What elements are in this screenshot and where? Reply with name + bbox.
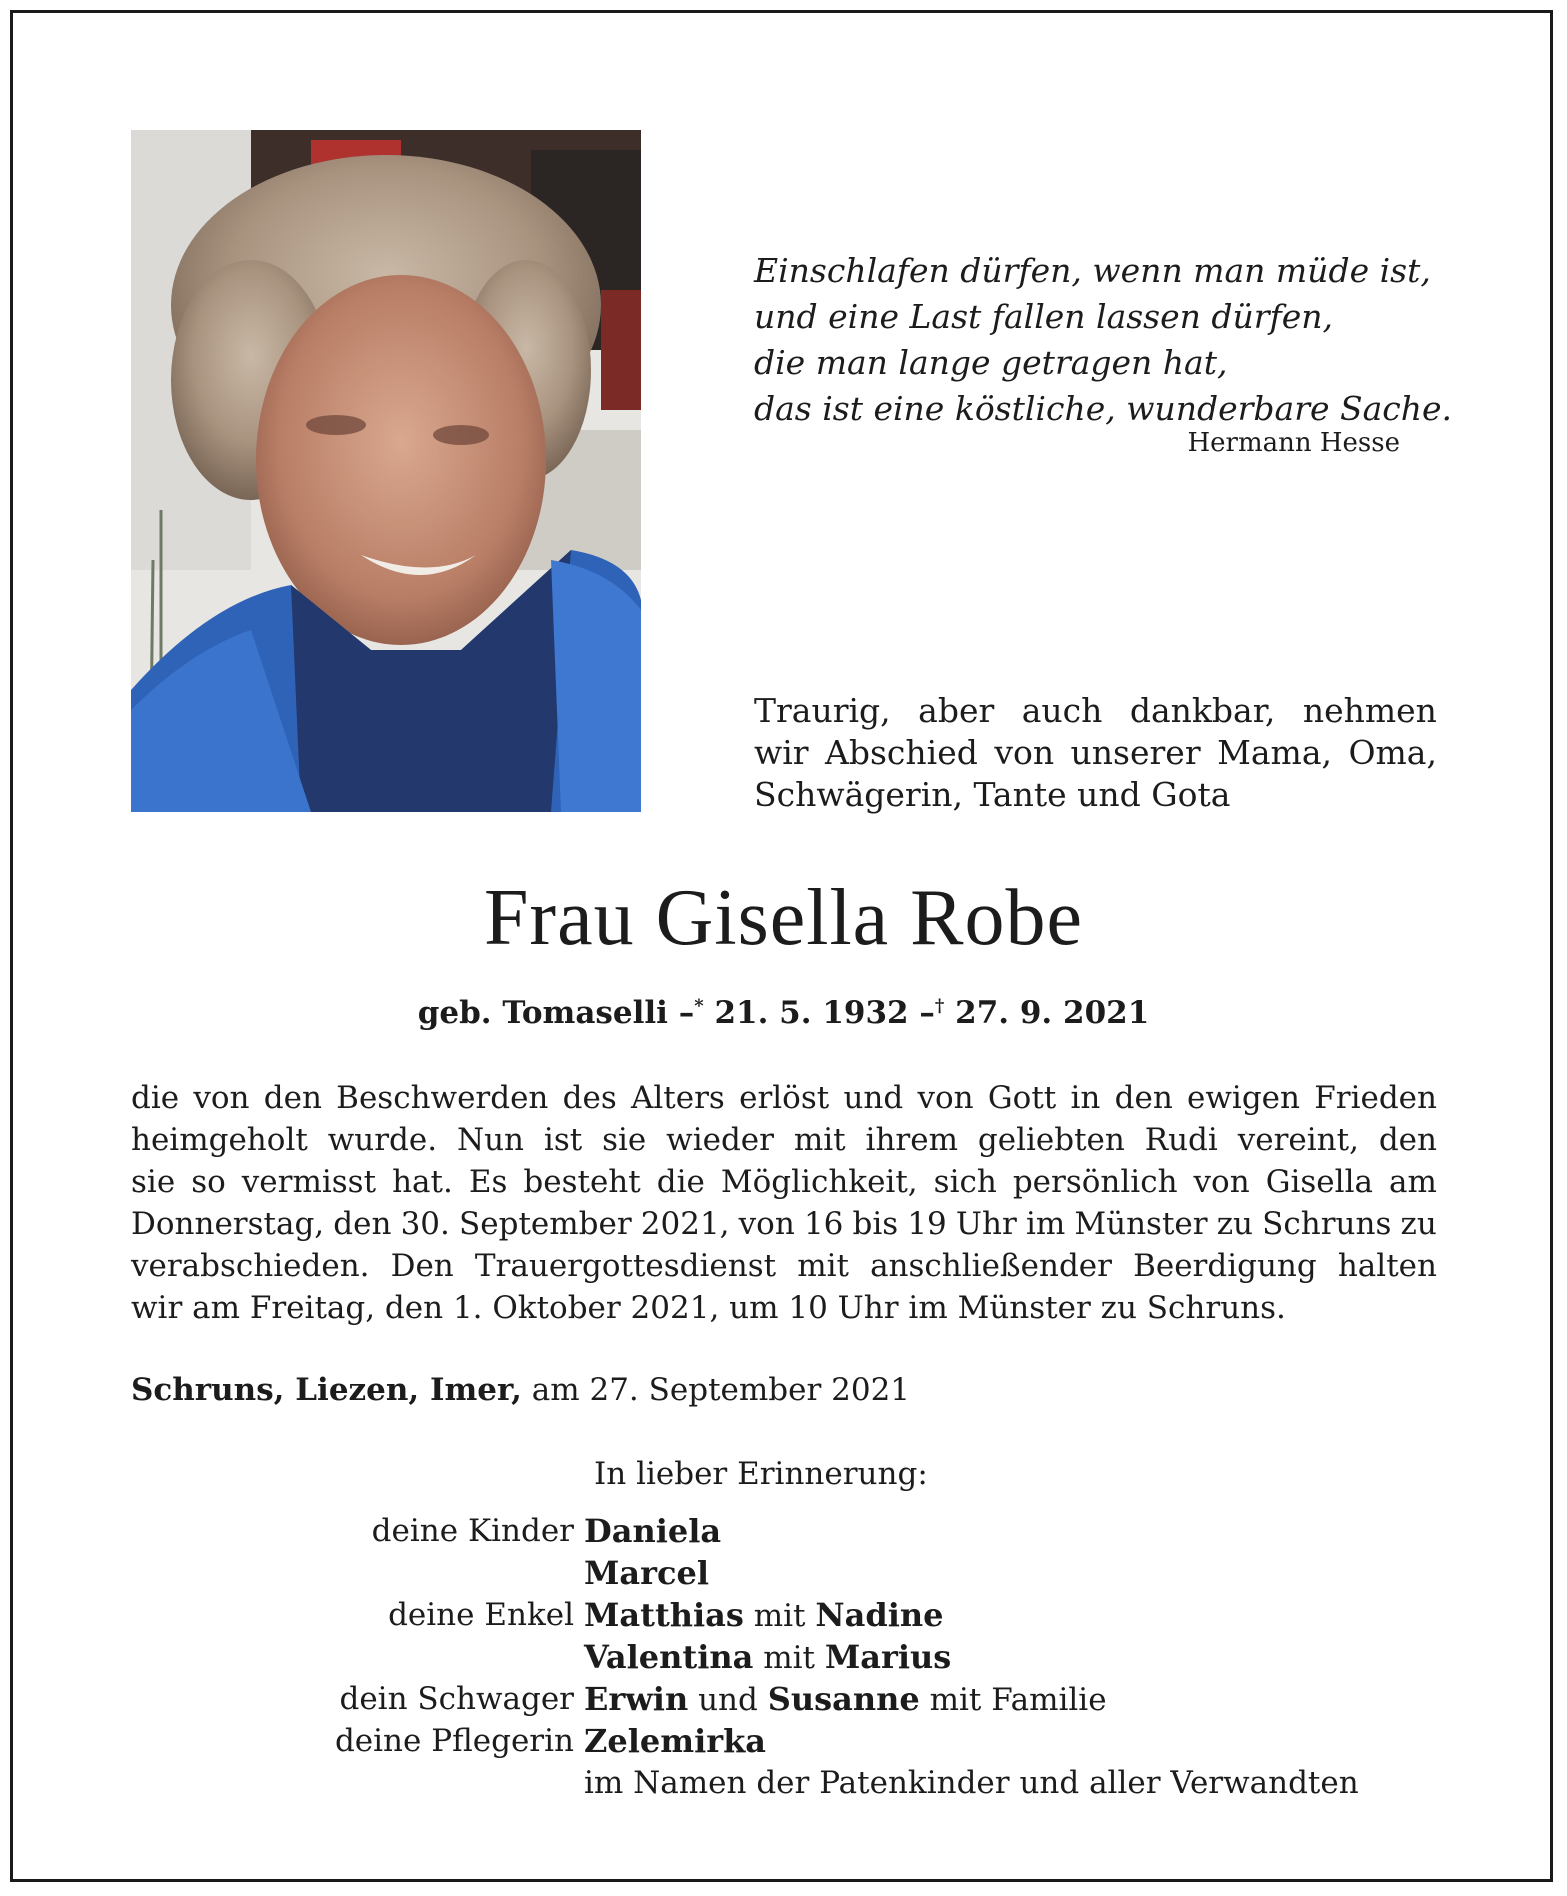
- person-name: Erwin: [584, 1680, 689, 1718]
- family-names: [584, 1678, 1107, 1720]
- intro-line-1: [754, 690, 1437, 732]
- places: Schruns, Liezen, Imer,: [131, 1372, 522, 1408]
- word: den: [333, 1206, 392, 1242]
- word: von: [1193, 1164, 1250, 1200]
- word: geliebten: [977, 1122, 1125, 1158]
- word: Münster: [1074, 1206, 1208, 1242]
- word: Abschied: [825, 733, 978, 772]
- person-name: Marius: [824, 1638, 952, 1676]
- connector-text: mit: [743, 1598, 816, 1634]
- intro-line-2: [754, 732, 1437, 774]
- quote-line: und eine Last fallen lassen dürfen,: [754, 297, 1334, 336]
- word: den: [263, 1080, 322, 1116]
- word: persönlich: [1012, 1164, 1178, 1200]
- word: des: [562, 1080, 617, 1116]
- family-names: [584, 1720, 766, 1762]
- quote-line: die man lange getragen hat,: [754, 343, 1228, 382]
- word: Beschwerden: [336, 1080, 549, 1116]
- relation-label: [131, 1552, 584, 1594]
- body-line: wir am Freitag, den 1. Oktober 2021, um 10 Uhr im Münster zu Schruns.: [131, 1290, 1286, 1326]
- family-row: [131, 1510, 1437, 1552]
- connector-text: im Namen der Patenkinder und aller Verwandten: [584, 1765, 1359, 1801]
- word: nehmen: [1302, 691, 1437, 730]
- word: ewigen: [1187, 1080, 1300, 1116]
- body-line: [131, 1203, 1437, 1245]
- person-name: Zelemirka: [584, 1722, 767, 1760]
- quote: [754, 248, 1453, 432]
- family-row: [131, 1678, 1437, 1720]
- quote-author: Hermann Hesse: [1187, 428, 1400, 458]
- word: Donnerstag,: [131, 1206, 325, 1242]
- relation-label: [131, 1636, 584, 1678]
- word: den: [1378, 1122, 1437, 1158]
- word: vermisst: [241, 1164, 377, 1200]
- word: ist: [543, 1122, 583, 1158]
- relation-label: [131, 1762, 584, 1804]
- body-line: [131, 1119, 1437, 1161]
- word: heimgeholt: [131, 1122, 308, 1158]
- word: erlöst: [739, 1080, 830, 1116]
- word: von: [994, 733, 1055, 772]
- word: Gisella: [1265, 1164, 1373, 1200]
- body-text: [131, 1077, 1437, 1329]
- word: im: [1025, 1206, 1066, 1242]
- place-date-line: [131, 1372, 910, 1408]
- word: Es: [468, 1164, 508, 1200]
- word: auch: [1021, 691, 1103, 730]
- word: sich: [933, 1164, 997, 1200]
- word: vereint,: [1237, 1122, 1359, 1158]
- word: 16: [803, 1206, 844, 1242]
- family-names: [584, 1594, 944, 1636]
- word: Schruns: [1262, 1206, 1392, 1242]
- date: am 27. September 2021: [531, 1372, 911, 1408]
- word: mit: [793, 1122, 846, 1158]
- word: September: [459, 1206, 632, 1242]
- word: verabschieden.: [131, 1248, 370, 1284]
- birth-symbol: *: [694, 995, 704, 1017]
- word: Trauergottesdienst: [474, 1248, 777, 1284]
- word: Traurig,: [754, 691, 891, 730]
- intro-text: [754, 690, 1437, 816]
- separator: –: [919, 995, 935, 1031]
- birth-name: geb. Tomaselli: [417, 995, 668, 1031]
- person-name: Daniela: [584, 1512, 722, 1550]
- word: Den: [390, 1248, 454, 1284]
- word: besteht: [523, 1164, 641, 1200]
- relation-label: deine Pflegerin: [334, 1723, 574, 1759]
- word: Rudi: [1144, 1122, 1218, 1158]
- word: sie: [602, 1122, 647, 1158]
- death-symbol: †: [934, 995, 945, 1017]
- death-date: 27. 9. 2021: [955, 995, 1150, 1031]
- person-name: Susanne: [767, 1680, 920, 1718]
- connector-text: mit Familie: [919, 1682, 1107, 1718]
- relation-label: dein Schwager: [339, 1681, 574, 1717]
- intro-line-3: Schwägerin, Tante und Gota: [754, 775, 1231, 814]
- word: zu: [1216, 1206, 1254, 1242]
- word: Mama,: [1217, 733, 1332, 772]
- family-row: [131, 1594, 1437, 1636]
- word: dankbar,: [1129, 691, 1276, 730]
- quote-line: Einschlafen dürfen, wenn man müde ist,: [754, 251, 1431, 290]
- body-line: [131, 1161, 1437, 1203]
- separator: –: [678, 995, 695, 1031]
- deceased-name: Frau Gisella Robe: [483, 874, 1084, 962]
- word: Gott: [987, 1080, 1057, 1116]
- word: wir: [754, 733, 809, 772]
- person-name: Marcel: [584, 1554, 710, 1592]
- word: Oma,: [1348, 733, 1437, 772]
- family-names: [584, 1762, 1359, 1804]
- dates-line: [0, 995, 1567, 1031]
- family-names: [584, 1636, 951, 1678]
- word: Alters: [631, 1080, 725, 1116]
- word: unserer: [1070, 733, 1201, 772]
- relation-label: deine Kinder: [371, 1513, 574, 1549]
- connector-text: und: [688, 1682, 768, 1718]
- birth-date: 21. 5. 1932: [714, 995, 909, 1031]
- person-name: Valentina: [584, 1638, 754, 1676]
- word: so: [191, 1164, 226, 1200]
- word: in: [1070, 1080, 1101, 1116]
- relation-label: deine Enkel: [388, 1597, 574, 1633]
- family-names: [584, 1552, 709, 1594]
- memory-heading: In lieber Erinnerung:: [594, 1456, 928, 1492]
- word: die: [656, 1164, 705, 1200]
- word: mit: [797, 1248, 849, 1284]
- word: zu: [1400, 1206, 1437, 1242]
- word: Beerdigung: [1133, 1248, 1317, 1284]
- word: halten: [1337, 1248, 1437, 1284]
- word: bis: [852, 1206, 899, 1242]
- quote-line: das ist eine köstliche, wunderbare Sache.: [754, 389, 1453, 428]
- word: ihrem: [865, 1122, 958, 1158]
- person-name: Nadine: [815, 1596, 944, 1634]
- person-name: Matthias: [584, 1596, 744, 1634]
- body-line: [131, 1245, 1437, 1287]
- word: 30.: [400, 1206, 450, 1242]
- word: 2021,: [640, 1206, 730, 1242]
- word: Möglichkeit,: [720, 1164, 918, 1200]
- word: Uhr: [955, 1206, 1017, 1242]
- connector-text: mit: [753, 1640, 825, 1676]
- family-row: [131, 1762, 1437, 1804]
- word: wurde.: [327, 1122, 438, 1158]
- word: von: [917, 1080, 974, 1116]
- word: von: [738, 1206, 795, 1242]
- portrait-photo: [131, 130, 641, 812]
- word: von: [193, 1080, 250, 1116]
- word: am: [1388, 1164, 1437, 1200]
- family-row: [131, 1552, 1437, 1594]
- word: 19: [907, 1206, 947, 1242]
- body-line: [131, 1077, 1437, 1119]
- family-list: [131, 1510, 1437, 1804]
- word: Nun: [456, 1122, 525, 1158]
- word: den: [1114, 1080, 1173, 1116]
- word: hat.: [392, 1164, 453, 1200]
- word: und: [843, 1080, 904, 1116]
- family-row: [131, 1636, 1437, 1678]
- word: aber: [918, 691, 995, 730]
- word: anschließender: [870, 1248, 1112, 1284]
- family-names: [584, 1510, 721, 1552]
- word: wieder: [666, 1122, 774, 1158]
- word: Frieden: [1314, 1080, 1437, 1116]
- word: die: [131, 1080, 180, 1116]
- family-row: [131, 1720, 1437, 1762]
- word: sie: [131, 1164, 176, 1200]
